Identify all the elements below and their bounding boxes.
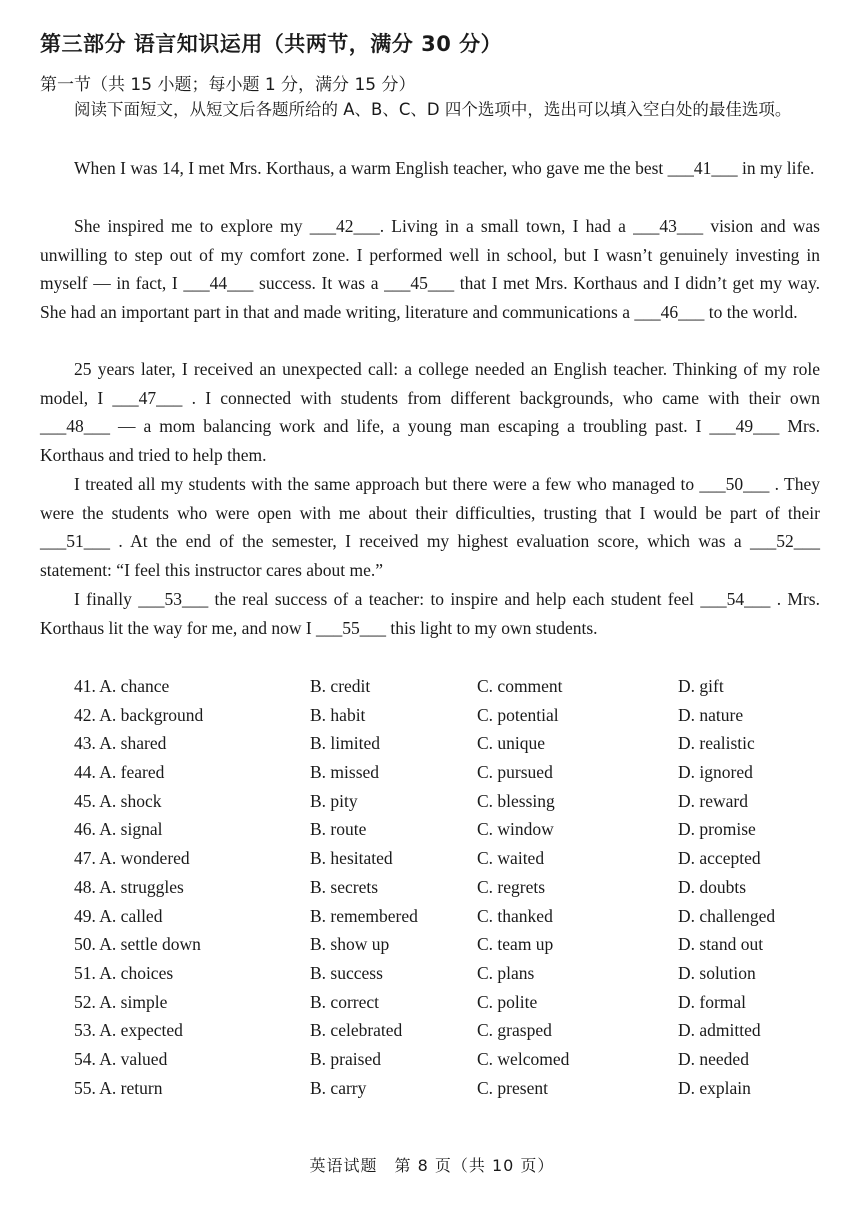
question-row	[74, 1074, 834, 1103]
passage-paragraph-3: 25 years later, I received an unexpected call: a college needed an English teacher. Thinking of my role model, I ___47___ . I connected with students from different backgrounds, who came with their own ___48___ — a mom balancing work and life, a young man escaping a troubling past. I ___49___ Mrs. Korthaus and tried to help them.	[40, 359, 820, 466]
question-row	[74, 672, 834, 701]
question-row	[74, 1045, 834, 1074]
question-row	[74, 701, 834, 730]
subsection-title: 第一节（共 15 小题；每小题 1 分，满分 15 分）	[40, 75, 416, 95]
option-c: C. comment	[477, 676, 563, 696]
option-a: 47. A. wondered	[74, 848, 190, 869]
question-row	[74, 930, 834, 959]
question-row	[74, 988, 834, 1017]
option-c: C. present	[477, 1077, 548, 1098]
option-b: B. carry	[310, 1077, 367, 1098]
option-a: 41. A. chance	[74, 676, 170, 696]
option-c: C. thanked	[477, 905, 553, 926]
option-a: 51. A. choices	[74, 962, 174, 983]
option-b: B. route	[310, 819, 367, 840]
option-b: B. remembered	[310, 905, 418, 926]
option-a: 50. A. settle down	[74, 934, 201, 955]
option-c: C. unique	[477, 733, 546, 754]
section-title: 第三部分 语言知识运用（共两节，满分 30 分）	[40, 32, 503, 56]
options-list	[74, 672, 834, 1102]
option-a: 46. A. signal	[74, 819, 163, 840]
option-c: C. welcomed	[477, 1048, 570, 1069]
option-d: D. accepted	[678, 848, 761, 869]
option-b: B. limited	[310, 733, 380, 754]
option-d: D. challenged	[678, 905, 776, 926]
option-b: B. habit	[310, 704, 366, 725]
option-d: D. explain	[678, 1077, 751, 1098]
option-c: C. waited	[477, 848, 545, 869]
option-c: C. grasped	[477, 1020, 552, 1041]
option-d: D. needed	[678, 1048, 749, 1069]
question-row	[74, 1016, 834, 1045]
option-b: B. show up	[310, 934, 390, 955]
option-a: 42. A. background	[74, 704, 204, 725]
option-a: 45. A. shock	[74, 790, 162, 811]
option-b: B. hesitated	[310, 848, 393, 869]
question-row	[74, 758, 834, 787]
option-a: 44. A. feared	[74, 762, 165, 783]
option-d: D. ignored	[678, 762, 753, 783]
passage-paragraph-1: When I was 14, I met Mrs. Korthaus, a warm English teacher, who gave me the best ___41___ in my life.	[74, 158, 815, 178]
passage-paragraph-2: She inspired me to explore my ___42___. Living in a small town, I had a ___43___ vision and was unwilling to step out of my comfort zone. I performed well in school, but I wasn’t genuinely investing in myself — in fact, I ___44___ success. It was a ___45___ that I met Mrs. Korthaus and I didn’t get my way. She had an important part in that and made writing, literature and communications a ___46___ to the world.	[40, 216, 820, 323]
option-c: C. potential	[477, 704, 559, 725]
option-a: 53. A. expected	[74, 1020, 183, 1041]
question-row	[74, 959, 834, 988]
option-a: 55. A. return	[74, 1077, 163, 1098]
option-c: C. regrets	[477, 876, 546, 897]
question-row	[74, 729, 834, 758]
question-row	[74, 815, 834, 844]
question-row	[74, 787, 834, 816]
option-b: B. celebrated	[310, 1020, 403, 1041]
option-c: C. blessing	[477, 790, 555, 811]
passage-paragraph-5: I finally ___53___ the real success of a teacher: to inspire and help each student feel ___54___ . Mrs. Korthaus lit the way for me, and now I ___55___ this light to my own students.	[40, 589, 820, 638]
question-row	[74, 873, 834, 902]
option-d: D. promise	[678, 819, 756, 840]
option-c: C. window	[477, 819, 554, 840]
option-d: D. formal	[678, 991, 747, 1012]
option-d: D. doubts	[678, 876, 747, 897]
option-c: C. team up	[477, 934, 554, 955]
option-d: D. admitted	[678, 1020, 761, 1041]
option-b: B. missed	[310, 762, 380, 783]
option-b: B. secrets	[310, 876, 379, 897]
passage-paragraph-4: I treated all my students with the same approach but there were a few who managed to ___50___ . They were the students who were open with me about their difficulties, trusting that I would be part of their ___51___ . At the end of the semester, I received my highest evaluation score, which was a ___52___ statement: “I feel this instructor cares about me.”	[40, 474, 820, 581]
option-b: B. praised	[310, 1048, 381, 1069]
option-a: 54. A. valued	[74, 1048, 168, 1069]
option-b: B. success	[310, 962, 383, 983]
option-d: D. solution	[678, 962, 756, 983]
option-b: B. credit	[310, 676, 371, 696]
instructions: 阅读下面短文，从短文后各题所给的 A、B、C、D 四个选项中，选出可以填入空白处的最佳选项。	[74, 100, 792, 119]
option-a: 49. A. called	[74, 905, 163, 926]
option-a: 48. A. struggles	[74, 876, 184, 897]
question-row	[74, 902, 834, 931]
option-d: D. nature	[678, 704, 744, 725]
option-d: D. gift	[678, 676, 724, 696]
option-d: D. stand out	[678, 934, 764, 955]
page-footer: 英语试题 第 8 页（共 10 页）	[309, 1156, 555, 1175]
option-b: B. correct	[310, 991, 379, 1012]
option-b: B. pity	[310, 790, 358, 811]
option-a: 43. A. shared	[74, 733, 167, 754]
option-d: D. realistic	[678, 733, 755, 754]
option-d: D. reward	[678, 790, 748, 811]
option-c: C. plans	[477, 962, 535, 983]
option-c: C. polite	[477, 991, 538, 1012]
option-c: C. pursued	[477, 762, 553, 783]
question-row	[74, 844, 834, 873]
option-a: 52. A. simple	[74, 991, 168, 1012]
